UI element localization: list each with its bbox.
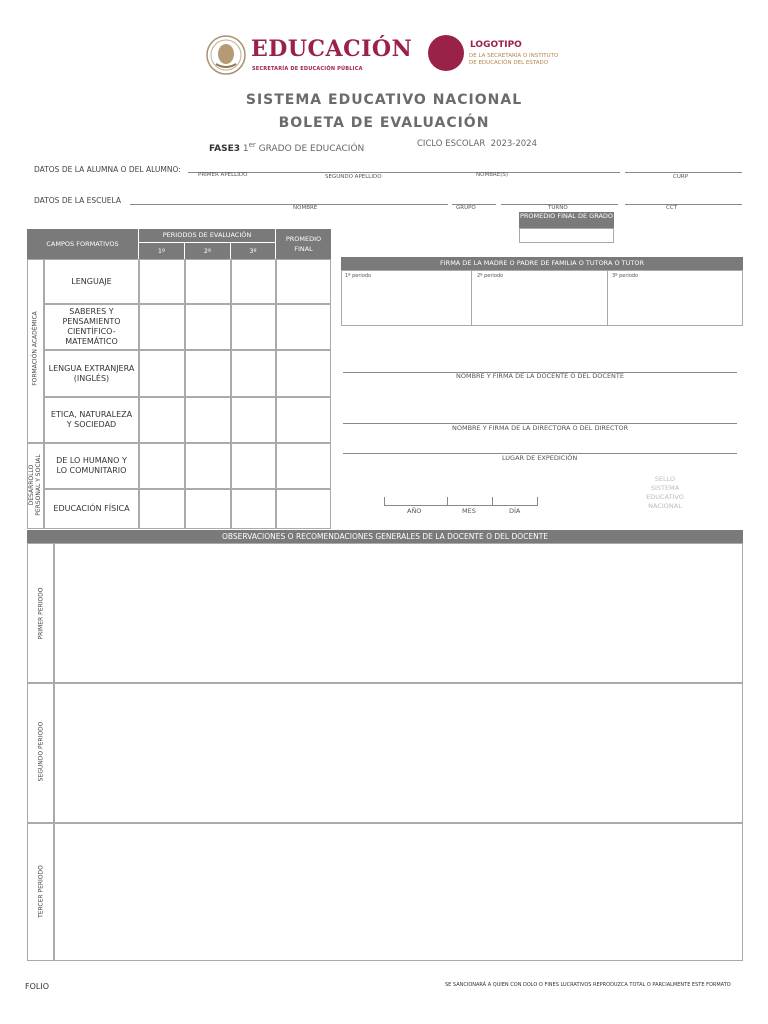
subject-grade-cell[interactable] [185, 397, 231, 443]
turno-label: TURNO [548, 205, 568, 211]
observaciones-p3-label: TERCER PERIODO [37, 865, 45, 918]
sello-line-1: SELLO [654, 475, 676, 483]
grupo-label: GRUPO [456, 205, 476, 211]
school-data-label: DATOS DE LA ESCUELA [34, 196, 122, 205]
subject-average-cell[interactable] [276, 443, 331, 489]
subject-label [44, 350, 139, 397]
school-name-label: NOMBRE [293, 205, 318, 211]
tutor-p3-label: 3º periodo [612, 273, 639, 279]
subject-grade-cell[interactable] [185, 304, 231, 350]
subject-label-line: SABERES Y [69, 307, 114, 316]
school-name-line[interactable] [130, 204, 448, 205]
grade-line [209, 141, 364, 154]
subject-average-cell[interactable] [276, 304, 331, 350]
subject-label-line: MATEMÁTICO [65, 337, 118, 346]
grade-number: 1 [242, 144, 249, 154]
subject-label-line: LENGUAJE [71, 276, 112, 286]
cct-label: CCT [666, 205, 678, 211]
subject-label [44, 397, 139, 443]
subject-label-line: LENGUA EXTRANJERA [48, 363, 135, 373]
subject-grade-cell[interactable] [231, 443, 276, 489]
page-title-1: SISTEMA EDUCATIVO NACIONAL [245, 92, 523, 108]
ciclo-label: CICLO ESCOLAR [417, 139, 486, 149]
fase-label: FASE3 [209, 144, 240, 154]
group-desarrollo-label [28, 435, 42, 535]
mes-label: MES [462, 507, 476, 515]
group-desarrollo-line2: PERSONAL Y SOCIAL [35, 454, 42, 516]
subject-label-line: EDUCACIÓN FÍSICA [53, 504, 130, 513]
subject-average-cell[interactable] [276, 350, 331, 397]
campos-formativos-header: CAMPOS FORMATIVOS [27, 229, 138, 259]
subject-grade-cell[interactable] [139, 259, 185, 304]
subject-label-line: Y SOCIEDAD [66, 420, 117, 429]
subject-label [44, 259, 139, 304]
brand-subtitle: SECRETARÍA DE EDUCACIÓN PÚBLICA [252, 66, 363, 72]
subject-grade-cell[interactable] [231, 489, 276, 529]
observaciones-p1-label: PRIMER PERIODO [37, 587, 45, 640]
student-name-line[interactable] [188, 172, 620, 173]
date-fields[interactable] [384, 497, 538, 506]
date-tick-3 [492, 497, 493, 505]
subject-label-line: LO COMUNITARIO [56, 466, 127, 475]
subject-grade-cell[interactable] [231, 397, 276, 443]
subject-label [44, 443, 139, 489]
grade-text: GRADO DE EDUCACIÓN [258, 144, 365, 154]
curp-line[interactable] [625, 172, 742, 173]
promedio-final-grado-header: PROMEDIO FINAL DE GRADO [519, 212, 614, 228]
subject-label-line: DE LO HUMANO Y [56, 456, 127, 465]
subject-grade-cell[interactable] [185, 350, 231, 397]
page-title-2: BOLETA DE EVALUACIÓN [278, 115, 490, 131]
subject-grade-cell[interactable] [185, 259, 231, 304]
subject-average-cell[interactable] [276, 489, 331, 529]
subject-grade-cell[interactable] [139, 350, 185, 397]
docente-signature-label: NOMBRE Y FIRMA DE LA DOCENTE O DEL DOCENTE [456, 372, 624, 380]
observaciones-p2-box[interactable] [54, 683, 743, 823]
subject-label-line: ETICA, NATURALEZA [50, 410, 133, 419]
periodo-1-header: 1º [139, 243, 184, 259]
folio-label: FOLIO [25, 982, 50, 991]
subject-grade-cell[interactable] [231, 304, 276, 350]
logo-title: LOGOTIPO [470, 40, 522, 50]
subject-grade-cell[interactable] [231, 350, 276, 397]
coat-of-arms-icon [206, 34, 246, 76]
observaciones-header: OBSERVACIONES O RECOMENDACIONES GENERALES DE LA DOCENTE O DEL DOCENTE [27, 530, 743, 543]
curp-label: CURP [673, 174, 689, 180]
ciclo-year: 2023-2024 [490, 139, 537, 149]
subject-grade-cell[interactable] [139, 489, 185, 529]
nombres-label: NOMBRE(S) [476, 172, 509, 178]
observaciones-p3-box[interactable] [54, 823, 743, 961]
director-signature-label: NOMBRE Y FIRMA DE LA DIRECTORA O DEL DIRECTOR [452, 424, 629, 432]
promedio-header-line2: FINAL [294, 245, 313, 253]
primer-apellido-label: PRIMER APELLIDO [198, 172, 248, 178]
logo-subtitle-1: DE LA SECRETARÍA O INSTITUTO [469, 53, 559, 59]
promedio-header-line1: PROMEDIO [285, 235, 322, 243]
sello-placeholder [630, 475, 700, 511]
subject-label [44, 489, 139, 529]
anio-label: AÑO [407, 507, 422, 515]
sello-line-3: EDUCATIVO [646, 493, 684, 501]
logo-placeholder-icon [428, 35, 464, 71]
periodos-header: PERIODOS DE EVALUACIÓN [139, 229, 275, 242]
group-desarrollo-line1: DESARROLLO [28, 464, 35, 506]
group-formacion-label: FORMACIÓN ACADÉMICA [31, 311, 39, 386]
tutor-signature-header: FIRMA DE LA MADRE O PADRE DE FAMILIA O TUTORA O TUTOR [341, 257, 743, 270]
sello-line-2: SISTEMA [650, 484, 680, 492]
subject-grade-cell[interactable] [139, 397, 185, 443]
tutor-p1-label: 1º periodo [345, 273, 372, 279]
segundo-apellido-label: SEGUNDO APELLIDO [325, 174, 382, 180]
footer-notice: SE SANCIONARÁ A QUIEN CON DOLO O FINES LUCRATIVOS REPRODUZCA TOTAL O PARCIALMENTE ESTE FORMATO [445, 982, 731, 988]
subject-grade-cell[interactable] [185, 443, 231, 489]
lugar-label: LUGAR DE EXPEDICIÓN [502, 454, 578, 462]
logo-subtitle-2: DE EDUCACIÓN DEL ESTADO [469, 60, 549, 66]
subject-label-line: PENSAMIENTO [62, 317, 121, 326]
subject-grade-cell[interactable] [185, 489, 231, 529]
tutor-p2-label: 2º periodo [477, 273, 504, 279]
observaciones-p1-box[interactable] [54, 543, 743, 683]
promedio-final-header [276, 229, 331, 259]
subject-label-line: (INGLÉS) [73, 373, 110, 383]
cct-line[interactable] [625, 204, 742, 205]
brand-title: EDUCACIÓN [251, 36, 413, 62]
observaciones-p2-label: SEGUNDO PERIODO [37, 721, 45, 782]
subject-label [44, 304, 139, 350]
subject-label-line: CIENTÍFICO- [67, 327, 116, 336]
student-data-label: DATOS DE LA ALUMNA O DEL ALUMNO: [34, 165, 181, 174]
subject-grade-cell[interactable] [139, 304, 185, 350]
date-tick-4 [537, 497, 538, 505]
subject-grade-cell[interactable] [139, 443, 185, 489]
periodo-2-header: 2º [185, 243, 230, 259]
subject-average-cell[interactable] [276, 397, 331, 443]
sello-line-4: NACIONAL [648, 502, 682, 510]
date-tick-1 [384, 497, 385, 505]
subject-average-cell[interactable] [276, 259, 331, 304]
dia-label: DÍA [509, 507, 521, 515]
subject-grade-cell[interactable] [231, 259, 276, 304]
ciclo-escolar [417, 139, 537, 149]
date-tick-2 [447, 497, 448, 505]
promedio-final-grado-box[interactable] [519, 228, 614, 243]
periodo-3-header: 3º [231, 243, 275, 259]
grade-superscript: er [248, 141, 256, 149]
